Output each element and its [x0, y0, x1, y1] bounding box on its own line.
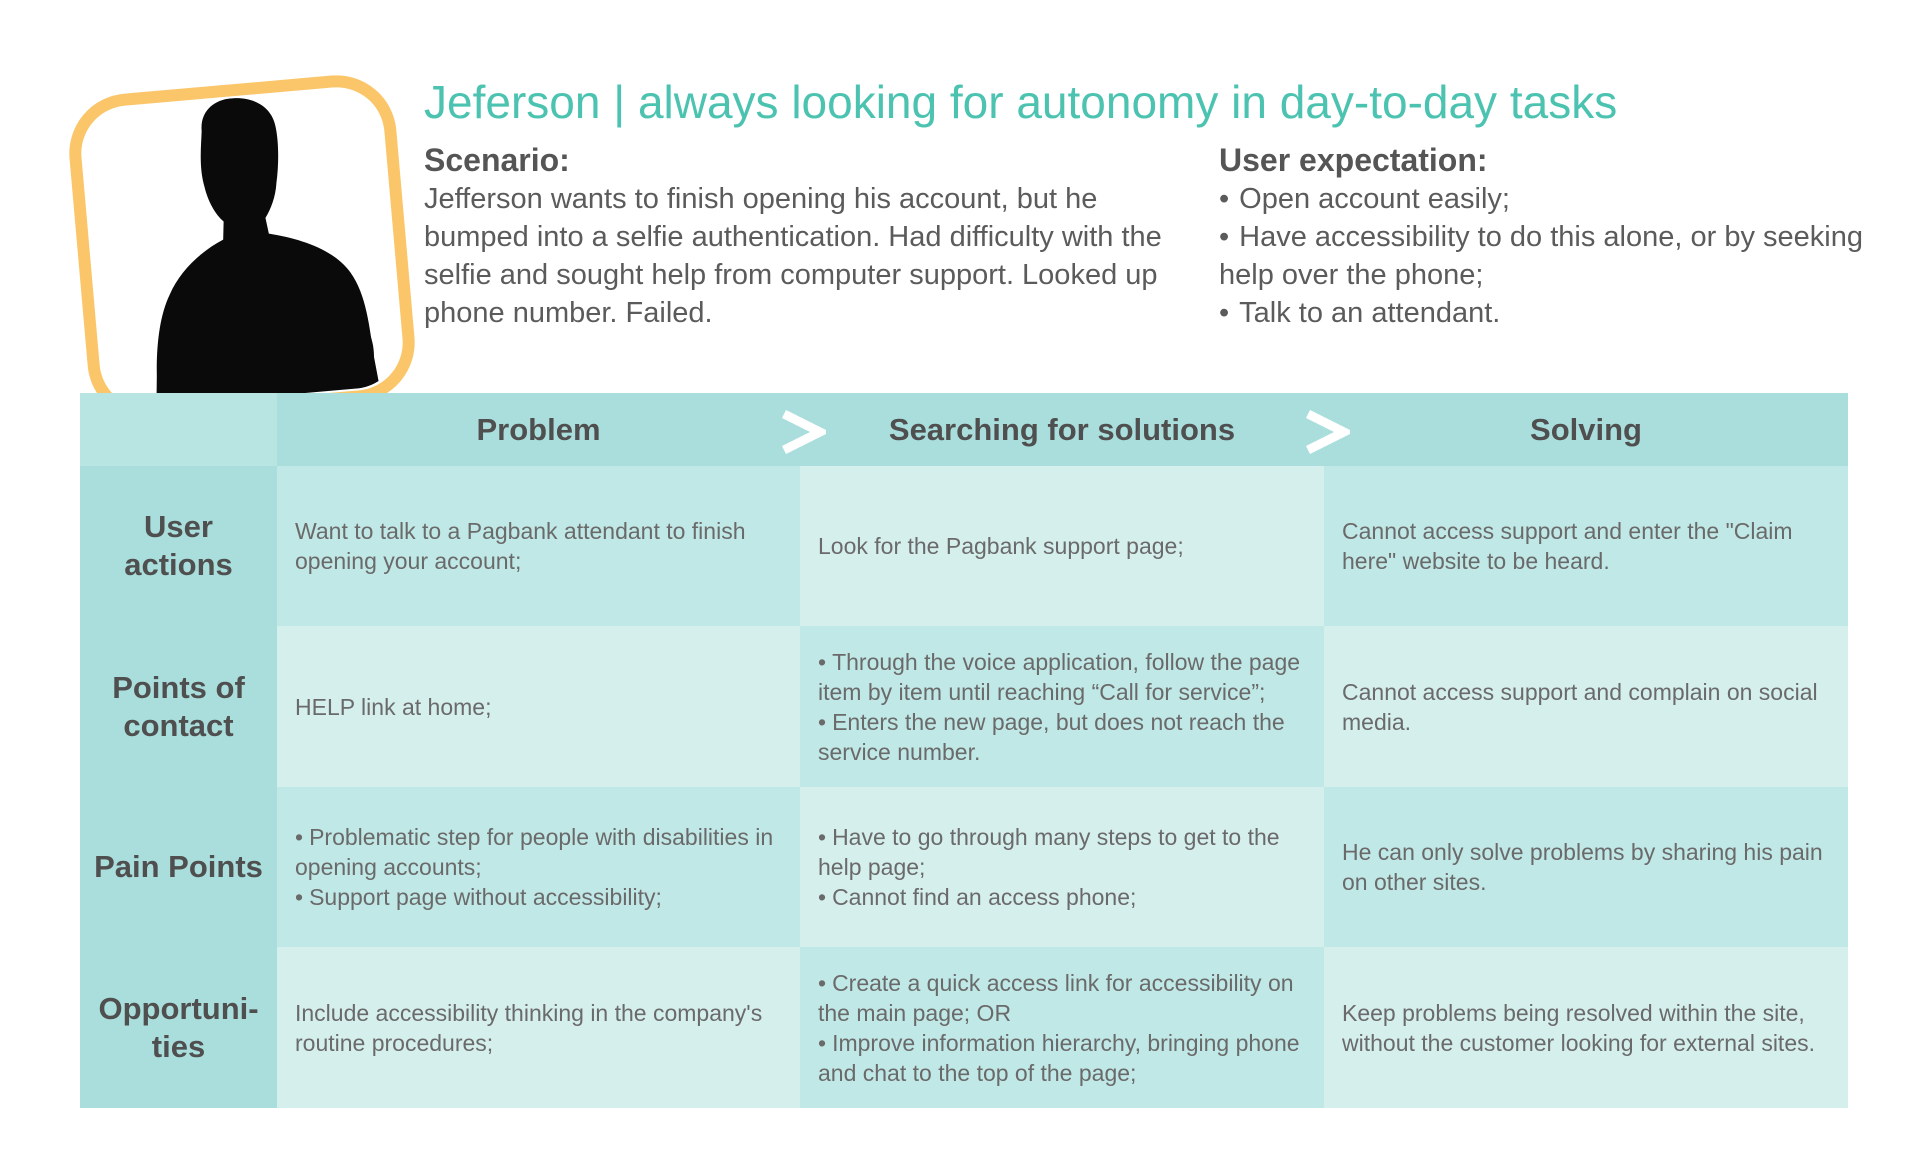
cell-opportunities-problem: [277, 947, 800, 1108]
cell-list: [818, 647, 1306, 767]
cell-contact-solving: [1324, 626, 1848, 787]
row-label-opportunities: [80, 947, 277, 1108]
cell-text: Cannot access support and complain on social media.: [1342, 678, 1818, 735]
cell-list-item: • Create a quick access link for accessibility on the main page; OR: [818, 968, 1306, 1028]
chevron-right-icon: [1302, 410, 1350, 454]
cell-list-item: • Cannot find an access phone;: [818, 882, 1306, 912]
cell-text: Keep problems being resolved within the site, without the customer looking for external sites.: [1342, 999, 1816, 1056]
expectation-heading: User expectation:: [1219, 142, 1488, 178]
cell-list-item: • Support page without accessibility;: [295, 882, 782, 912]
cell-opportunities-searching: [800, 947, 1324, 1108]
row-label-text: Opportuni-ties: [98, 990, 259, 1064]
cell-text: Include accessibility thinking in the company's routine procedures;: [295, 999, 763, 1056]
expectation-item: • Talk to an attendant.: [1219, 294, 1879, 332]
table-corner: [80, 393, 277, 466]
stage-header-solving: Solving: [1324, 393, 1848, 466]
cell-list-item: • Have to go through many steps to get to the help page;: [818, 822, 1306, 882]
cell-pain-searching: [800, 787, 1324, 947]
row-label-text: User actions: [124, 509, 233, 582]
cell-text: Want to talk to a Pagbank attendant to finish opening your account;: [295, 518, 746, 574]
expectation-item: • Have accessibility to do this alone, or by seeking help over the phone;: [1219, 218, 1879, 294]
cell-pain-solving: [1324, 787, 1848, 947]
row-label-pain-points: [80, 787, 277, 947]
cell-text: Cannot access support and enter the "Claim here" website to be heard.: [1342, 518, 1793, 574]
row-label-points-of-contact: [80, 626, 277, 787]
chevron-right-icon: [778, 410, 826, 454]
cell-opportunities-solving: [1324, 947, 1848, 1108]
persona-title: Jeferson | always looking for autonomy in day-to-day tasks: [424, 76, 1618, 128]
scenario-text: Jefferson wants to finish opening his account, but he bumped into a selfie authentication. Had difficulty with the selfie and sought help from computer support. Looked up phone number. Failed.: [424, 183, 1162, 329]
cell-text: Look for the Pagbank support page;: [818, 533, 1184, 559]
scenario-heading: Scenario:: [424, 142, 570, 178]
cell-contact-searching: [800, 626, 1324, 787]
row-label-user-actions: [80, 466, 277, 626]
stage-header-searching: Searching for solutions: [800, 393, 1324, 466]
cell-list: [818, 968, 1306, 1088]
cell-user-actions-problem: [277, 466, 800, 626]
expectation-item: • Open account easily;: [1219, 180, 1879, 218]
journey-map-table: [80, 393, 1848, 1108]
cell-user-actions-solving: [1324, 466, 1848, 626]
cell-list: [818, 822, 1306, 912]
cell-user-actions-searching: [800, 466, 1324, 626]
expectation-list: [1219, 180, 1879, 332]
row-label-text: Points of contact: [112, 669, 245, 743]
cell-list: [295, 822, 782, 912]
persona-avatar: [62, 68, 422, 428]
cell-list-item: • Improve information hierarchy, bringing phone and chat to the top of the page;: [818, 1028, 1306, 1088]
cell-text: HELP link at home;: [295, 693, 492, 720]
person-silhouette-icon: [62, 68, 422, 428]
row-label-text: Pain Points: [94, 849, 263, 884]
scenario-block: [424, 140, 1184, 332]
cell-pain-problem: [277, 787, 800, 947]
cell-list-item: • Through the voice application, follow the page item by item until reaching “Call for service”;: [818, 647, 1306, 707]
cell-text: He can only solve problems by sharing his pain on other sites.: [1342, 839, 1823, 895]
expectation-block: [1219, 140, 1879, 332]
cell-contact-problem: [277, 626, 800, 787]
cell-list-item: • Enters the new page, but does not reach the service number.: [818, 707, 1306, 767]
cell-list-item: • Problematic step for people with disabilities in opening accounts;: [295, 822, 782, 882]
stage-header-problem: Problem: [277, 393, 800, 466]
